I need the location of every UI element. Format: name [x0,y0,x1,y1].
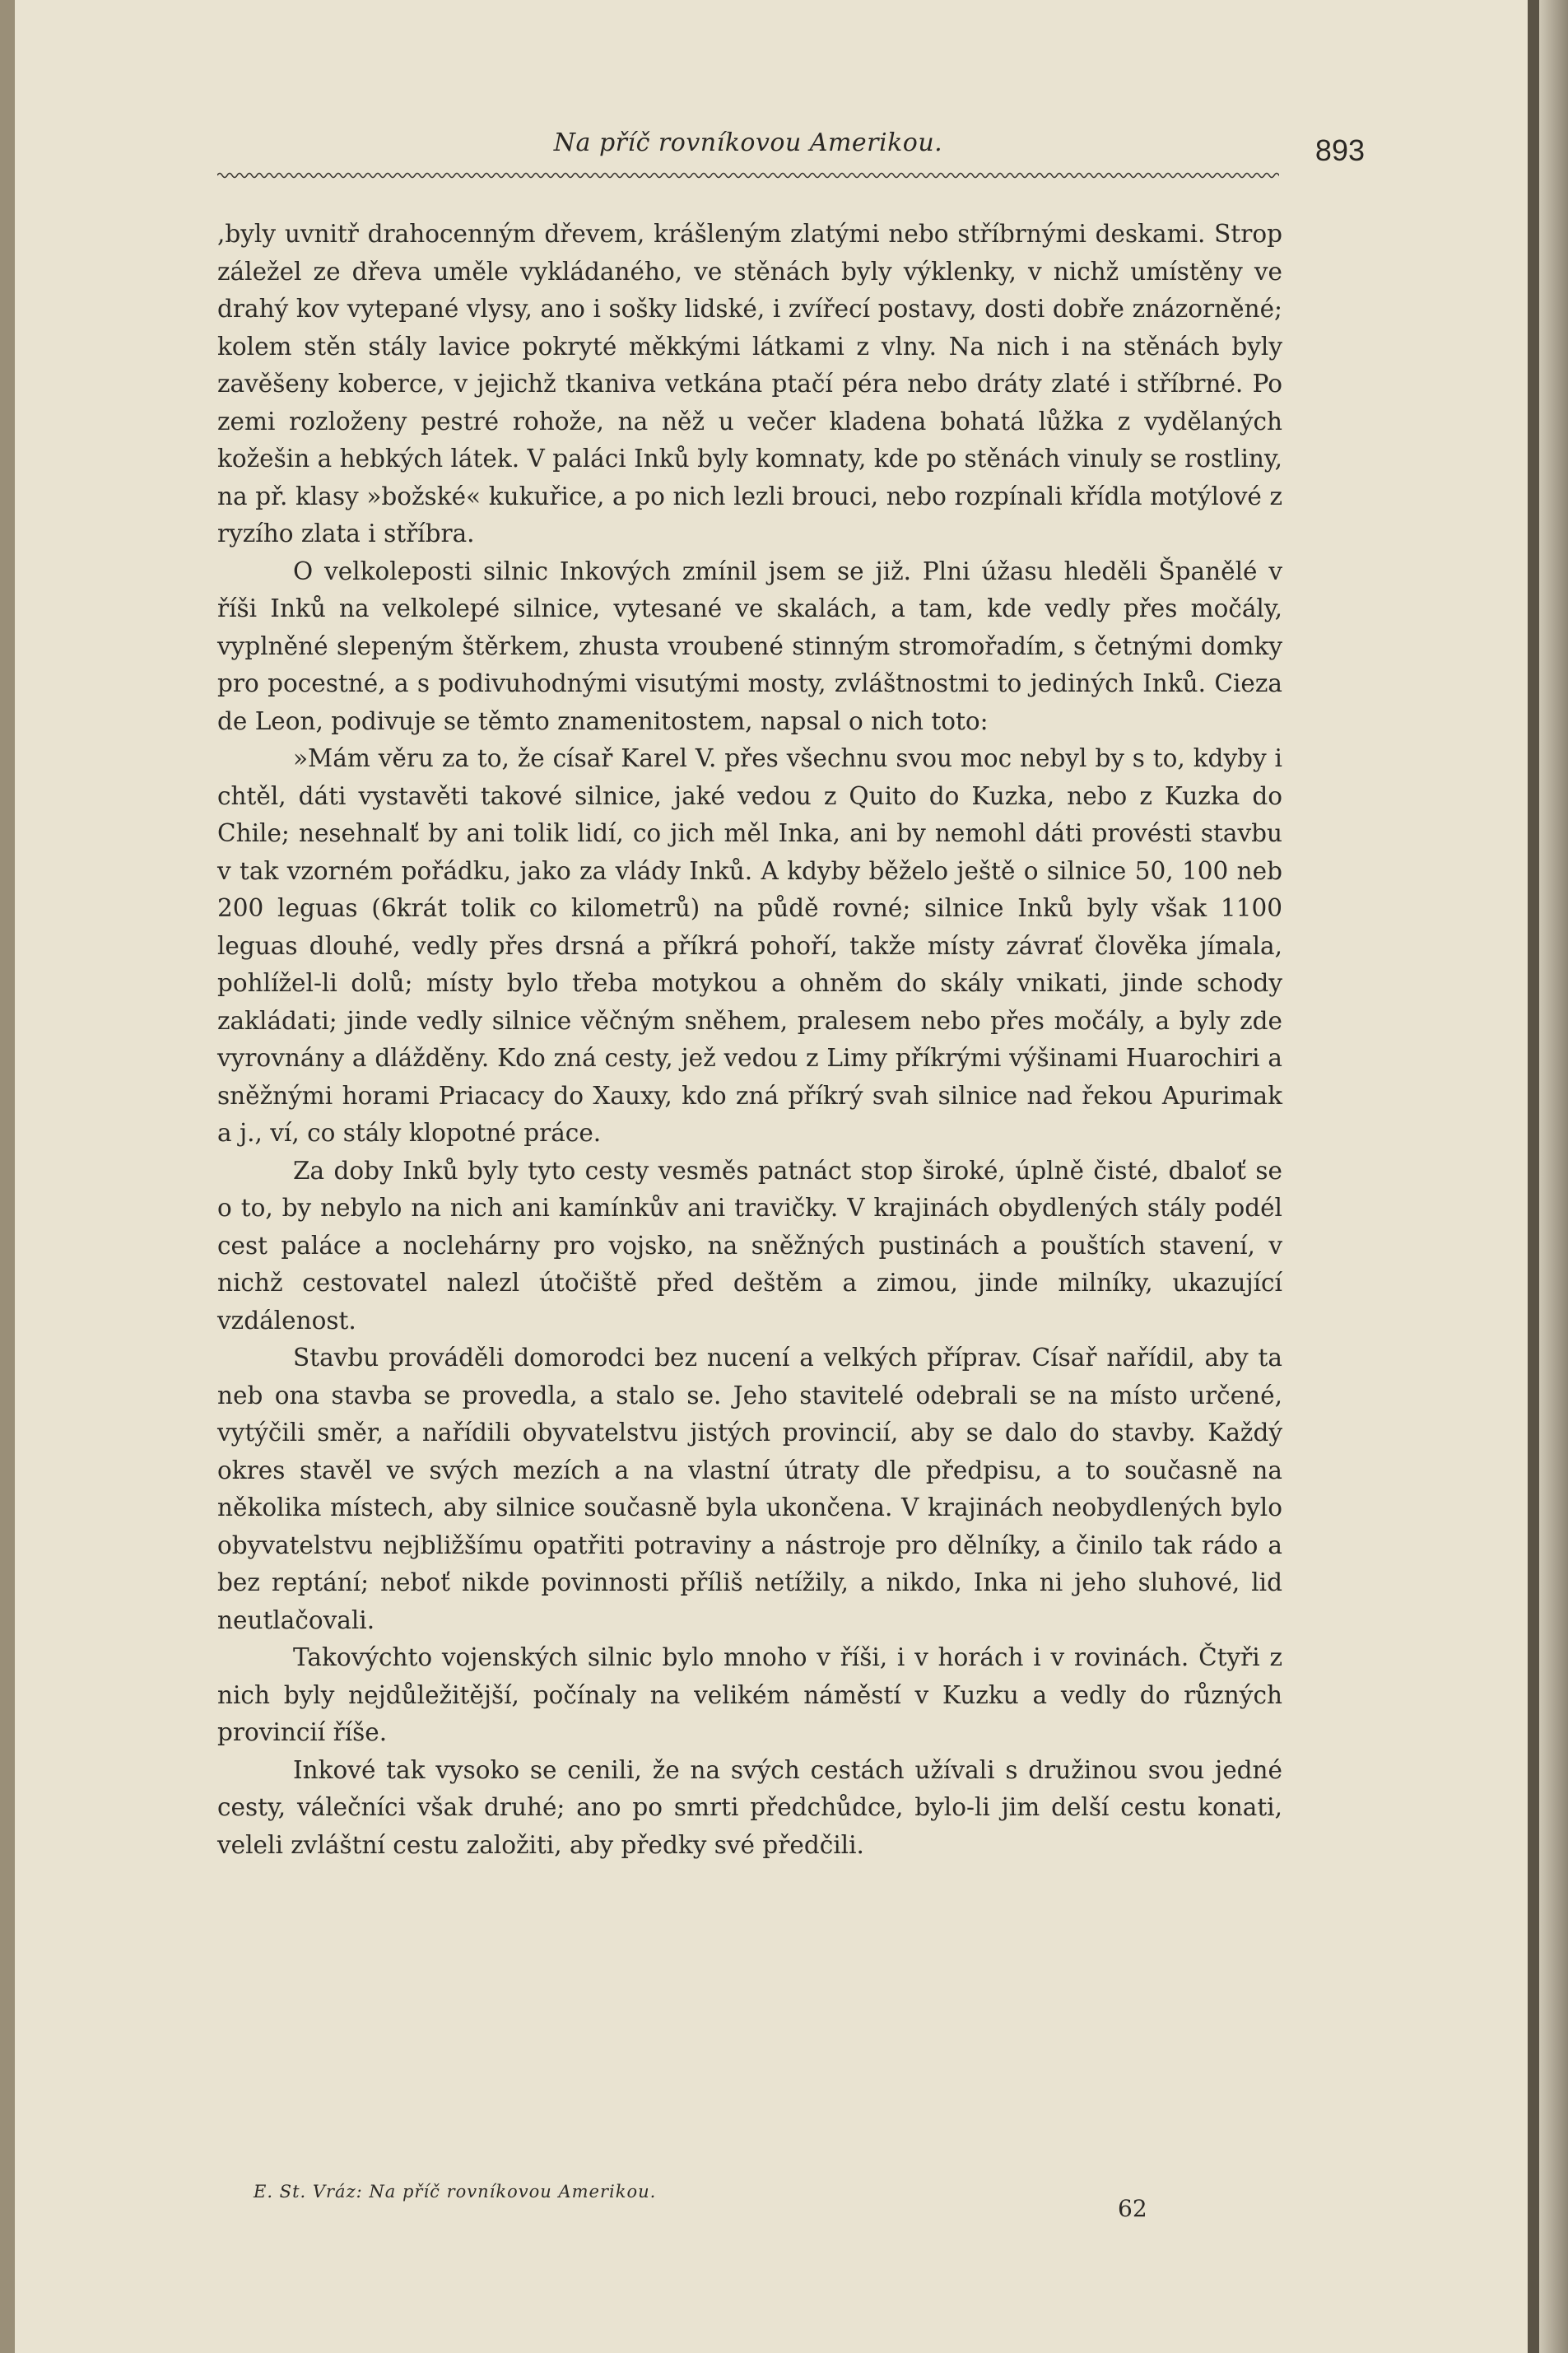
signature-number: 62 [1118,2195,1147,2222]
paragraph-2: O velkoleposti silnic Inkových zmínil jsem se již. Plni úžasu hleděli Španělé v říši Inků na velkolepé silnice, vytesané ve skalách, a tam, kde vedly přes močály, vyplněné slepeným štěrkem, zhusta vroubené stinným stromořadím, s četnými domky pro pocestné, a s podivuhodnými visutými mosty, zvláštnostmi to jediných Inků. Cieza de Leon, podivuje se těmto znamenitostem, napsal o nich toto: [217,557,1282,735]
paragraph-7: Inkové tak vysoko se cenili, že na svých cestách užívali s družinou svou jedné cesty, válečníci však druhé; ano po smrti předchůdce, bylo-li jim delší cestu konati, veleli zvláštní cestu založiti, aby předky své předčili. [217,1755,1282,1859]
paragraph-4: Za doby Inků byly tyto cesty vesměs patnáct stop široké, úplně čisté, dbaloť se o to, by nebylo na nich ani kamínkův ani travičky. V krajinách obydlených stály podél cest paláce a noclehárny pro vojsko, na sněžných pustinách a pouštích stavení, v nichž cestovatel nalezl útočiště před deštěm a zimou, jinde milníky, ukazující vzdálenost. [217,1156,1282,1335]
running-title: Na příč rovníkovou Amerikou. [553,128,943,157]
paragraph-6: Takovýchto vojenských silnic bylo mnoho v říši, i v horách i v rovinách. Čtyři z nich byly nejdůležitější, počínaly na velikém náměstí v Kuzku a vedly do různých provincií říše. [217,1643,1282,1746]
body-text [217,216,1282,1864]
page-number: 893 [1314,133,1365,167]
decorative-wavy-rule [217,170,1279,181]
page-header [217,123,1365,181]
paragraph-3-quote: »Mám věru za to, že císař Karel V. přes všechnu svou moc nebyl by s to, kdyby i chtěl, dáti vystavěti takové silnice, jaké vedou z Quito do Kuzka, nebo z Kuzka do Chile; nesehnalť by ani tolik lidí, co jich měl Inka, ani by nemohl dáti provésti stavbu v tak vzorném pořádku, jako za vlády Inků. A kdyby běželo ještě o silnice 50, 100 neb 200 leguas (6krát tolik co kilometrů) na půdě rovné; silnice Inků byly však 1100 leguas dlouhé, vedly přes drsná a příkrá pohoří, takže místy závrať člověka jímala, pohlížel-li dolů; místy bylo třeba motykou a ohněm do skály vnikati, jinde schody zakládati; jinde vedly silnice věčným sněhem, pralesem nebo přes močály, a byly zde vyrovnány a dlážděny. Kdo zná cesty, jež vedou z Limy příkrými výšinami Huarochiri a sněžnými horami Priacacy do Xauxy, kdo zná příkrý svah silnice nad řekou Apurimak a j., ví, co stály klopotné práce. [217,744,1282,1147]
signature-reference: E. St. Vráz: Na příč rovníkovou Amerikou. [254,2182,657,2202]
paragraph-1: ,byly uvnitř drahocenným dřevem, krášleným zlatými nebo stříbrnými deskami. Strop záležel ze dřeva uměle vykládaného, ve stěnách byly výklenky, v nichž umístěny ve drahý kov vytepané vlysy, ano i sošky lidské, i zvířecí postavy, dosti dobře znázorněné; kolem stěn stály lavice pokryté měkkými látkami z vlny. Na nich i na stěnách byly zavěšeny koberce, v jejichž tkaniva vetkána ptačí péra nebo dráty zlaté i stříbrné. Po zemi rozloženy pestré rohože, na něž u večer kladena bohatá lůžka z vydělaných kožešin a hebkých látek. V paláci Inků byly komnaty, kde po stěnách vinuly se rostliny, na př. klasy »božské« kukuřice, a po nich lezli brouci, nebo rozpínali křídla motýlové z ryzího zlata i stříbra. [217,220,1282,547]
paragraph-5: Stavbu prováděli domorodci bez nucení a velkých příprav. Císař nařídil, aby ta neb ona stavba se provedla, a stalo se. Jeho stavitelé odebrali se na místo určené, vytýčili směr, a nařídili obyvatelstvu jistých provincií, aby se dalo do stavby. Každý okres stavěl ve svých mezích a na vlastní útraty dle předpisu, a to současně na několika místech, aby silnice současně byla ukončena. V krajinách neobydlených bylo obyvatelstvu nejbližšímu opatřiti potraviny a nástroje pro dělníky, a činilo tak rádo a bez reptání; neboť nikde povinnosti příliš netížily, a nikdo, Inka ni jeho sluhové, lid neutlačovali. [217,1344,1282,1634]
page-footer [254,2182,1200,2231]
page-edge-shadow [1528,0,1539,2353]
